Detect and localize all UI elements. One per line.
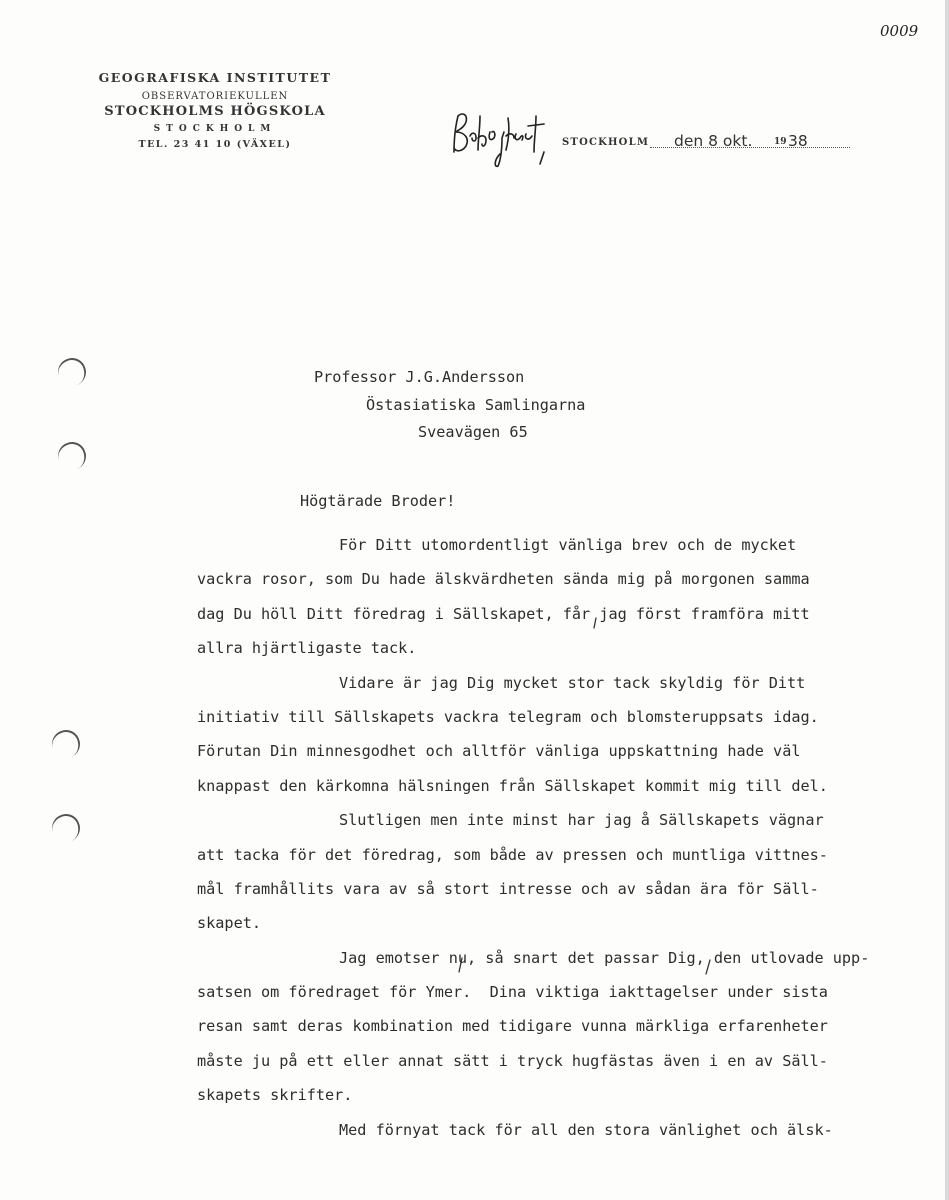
body-line: initiativ till Sällskapets vackra telegram och blomsteruppsats idag. <box>197 707 819 726</box>
body-line: vackra rosor, som Du hade älskvärdheten sända mig på morgonen samma <box>197 570 810 589</box>
body-line: Slutligen men inte minst har jag å Sällskapets vägnar <box>339 811 824 830</box>
dateline-city: STOCKHOLM <box>562 137 650 148</box>
letterhead-telephone: TEL. 23 41 10 (VÄXEL) <box>138 139 292 150</box>
body-line: mål framhållits vara av så stort intresse och av sådan ära för Säll- <box>197 879 819 898</box>
recipient-name: Professor J.G.Andersson <box>314 368 525 386</box>
body-line: måste ju på ett eller annat sätt i tryck hugfästas även i en av Säll- <box>197 1051 828 1070</box>
recipient-organization: Östasiatiska Samlingarna <box>366 396 586 414</box>
body-line: Med förnyat tack för all den stora vänlighet och älsk- <box>339 1120 833 1139</box>
letterhead-city: STOCKHOLM <box>153 124 277 134</box>
body-line: att tacka för det föredrag, som både av pressen och muntliga vittnes- <box>197 845 828 864</box>
salutation: Högtärade Broder! <box>300 492 456 510</box>
body-line: skapets skrifter. <box>197 1086 353 1105</box>
dateline-date: den 8 okt. <box>674 132 753 150</box>
letterhead-institute: GEOGRAFISKA INSTITUTET <box>98 70 332 85</box>
body-line: För Ditt utomordentligt vänliga brev och de mycket <box>339 536 797 554</box>
body-line: dag Du höll Ditt föredrag i Sällskapet, får jag först framföra mitt <box>197 604 810 623</box>
body-line: skapet. <box>197 914 262 933</box>
body-line: Vidare är jag Dig mycket stor tack skyldig för Ditt <box>339 673 806 692</box>
body-line: allra hjärtligaste tack. <box>197 639 417 658</box>
body-line: satsen om föredraget för Ymer. Dina viktiga iakttagelser under sista <box>197 983 828 1002</box>
letterhead-school: STOCKHOLMS HÖGSKOLA <box>104 104 326 119</box>
archive-number: 0009 <box>880 22 919 40</box>
dateline-year: 38 <box>788 132 808 150</box>
body-line: Förutan Din minnesgodhet och alltför vänliga uppskattning hade väl <box>197 742 801 761</box>
body-line: resan samt deras kombination med tidigare vunna märkliga erfarenheter <box>197 1017 828 1036</box>
letterhead-location: OBSERVATORIEKULLEN <box>141 91 289 102</box>
dateline-century: 19 <box>774 137 787 147</box>
recipient-street: Sveavägen 65 <box>418 423 528 441</box>
body-line: knappast den kärkomna hälsningen från Sällskapet kommit mig till del. <box>197 776 828 795</box>
body-line: Jag emotser nu, så snart det passar Dig, den utlovade upp- <box>339 948 870 967</box>
